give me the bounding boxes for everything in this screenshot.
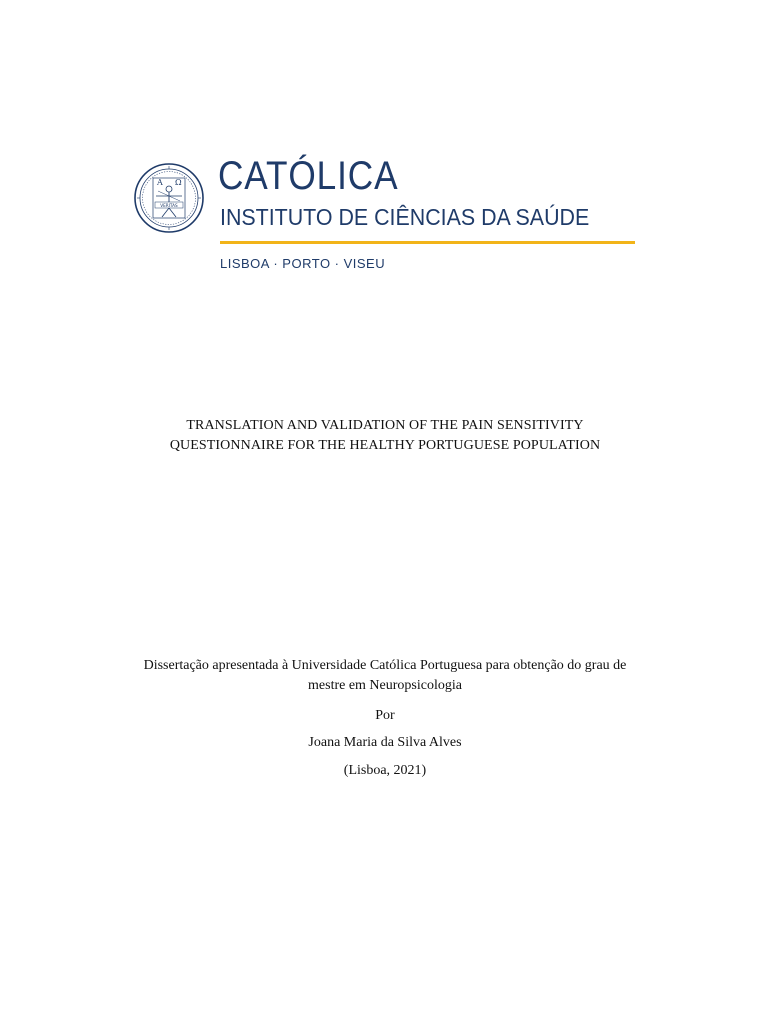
submission-statement [60,656,710,696]
dissertation-title [60,416,710,456]
accent-divider [220,241,635,244]
seal-omega: Ω [175,178,182,187]
campus-list: LISBOA · PORTO · VISEU [220,256,386,271]
institution-logo [133,154,643,280]
place-and-date: (Lisboa, 2021) [343,763,427,778]
seal-motto: VERITAS [160,202,178,208]
title-line-2: QUESTIONNAIRE FOR THE HEALTHY PORTUGUESE POPULATION [169,438,601,453]
submission-line-2: mestre em Neuropsicologia [308,678,462,693]
seal-alpha: Α [157,178,163,187]
by-label: Por [375,708,395,723]
brand-name: CATÓLICA [218,154,399,198]
author-name: Joana Maria da Silva Alves [308,735,462,750]
submission-line-1: Dissertação apresentada à Universidade Católica Portuguesa para obtenção do grau de [143,658,627,673]
university-seal-icon [133,162,205,234]
institute-name: INSTITUTO DE CIÊNCIAS DA SAÚDE [220,204,590,230]
title-line-1: TRANSLATION AND VALIDATION OF THE PAIN SENSITIVITY [186,418,584,433]
